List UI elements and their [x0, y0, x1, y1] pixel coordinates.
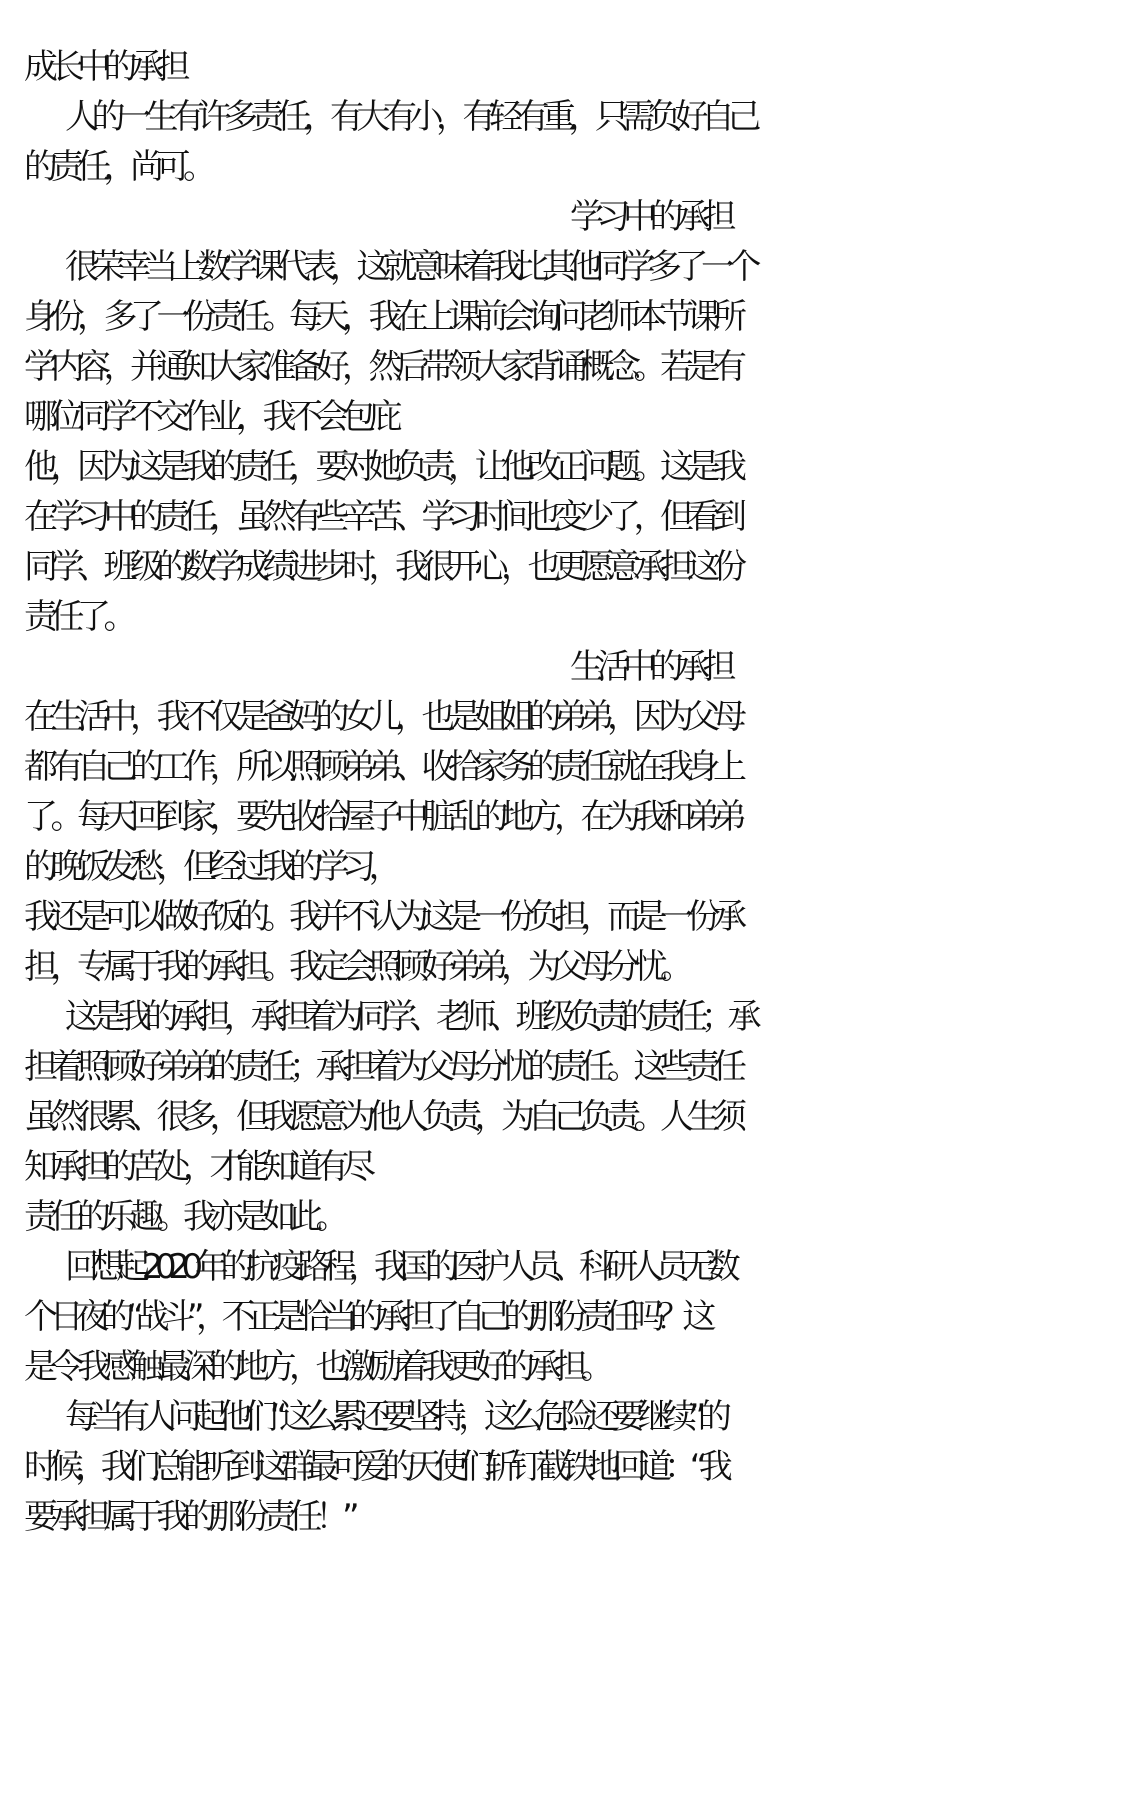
- text-line: 每当有人问起他们“这么累还要坚持，这么危险还要继续”的: [65, 1397, 724, 1437]
- text-line: 知承担的苦处，才能知道有尽: [24, 1147, 369, 1187]
- text-line: 责任了。: [24, 597, 130, 637]
- text-line: 了。每天回到家，要先收拾屋子中脏乱的地方，在为我和弟弟: [24, 797, 740, 837]
- text-line: 同学、班级的数学成绩进步时，我很开心，也更愿意承担这份: [24, 547, 740, 587]
- essay-document: [24, 42, 1104, 1542]
- text-line: 担，专属于我的承担。我定会照顾好弟弟，为父母分忧。: [24, 947, 687, 987]
- text-line: 学内容，并通知大家准备好，然后带领大家背诵概念。若是有: [24, 347, 740, 387]
- text-line: 哪位同学不交作业，我不会包庇: [24, 397, 395, 437]
- text-line: 回想起2020年的抗疫路程，我国的医护人员、科研人员无数: [65, 1247, 733, 1287]
- text-line: 的晚饭发愁，但经过我的学习，: [24, 847, 395, 887]
- text-line: 责任的乐趣。我亦是如此。: [24, 1197, 342, 1237]
- essay-title: 成长中的承担: [24, 47, 183, 87]
- text-line: 身份，多了一份责任。每天，我在上课前会询问老师本节课所: [24, 297, 740, 337]
- text-line: 时候，我们总能听到这群最可爱的天使们斩钉截铁地回道：“我: [24, 1447, 725, 1487]
- section-heading-life: 生活中的承担: [570, 647, 729, 687]
- text-line: 要承担属于我的那份责任！”: [24, 1497, 353, 1537]
- text-line: 都有自己的工作，所以照顾弟弟、收拾家务的责任就在我身上: [24, 747, 740, 787]
- section-heading-study: 学习中的承担: [570, 197, 729, 237]
- text-line: 他，因为这是我的责任，要对她负责，让他改正问题。这是我: [24, 447, 740, 487]
- text-line: 人的一生有许多责任，有大有小，有轻有重，只需负好自己: [65, 97, 754, 137]
- text-line: 在生活中，我不仅是爸妈的女儿，也是姐姐的弟弟，因为父母: [24, 697, 740, 737]
- text-line: 很荣幸当上数学课代表，这就意味着我比其他同学多了一个: [65, 247, 754, 287]
- text-line: 担着照顾好弟弟的责任；承担着为父母分忧的责任。这些责任: [24, 1047, 740, 1087]
- text-line: 我还是可以做好饭的。我并不认为这是一份负担，而是一份承: [24, 897, 740, 937]
- text-line: 是令我感触最深的地方，也激励着我更好的承担。: [24, 1347, 607, 1387]
- text-line: 虽然很累、很多，但我愿意为他人负责，为自己负责。人生须: [24, 1097, 740, 1137]
- text-line: 这是我的承担，承担着为同学、老师、班级负责的责任；承: [65, 997, 754, 1037]
- text-line: 的责任，尚可。: [24, 147, 210, 187]
- text-line: 在学习中的责任，虽然有些辛苦、学习时间也变少了，但看到: [24, 497, 740, 537]
- text-line: 个日夜的“战斗”，不正是恰当的承担了自己的那份责任吗？这: [24, 1297, 709, 1337]
